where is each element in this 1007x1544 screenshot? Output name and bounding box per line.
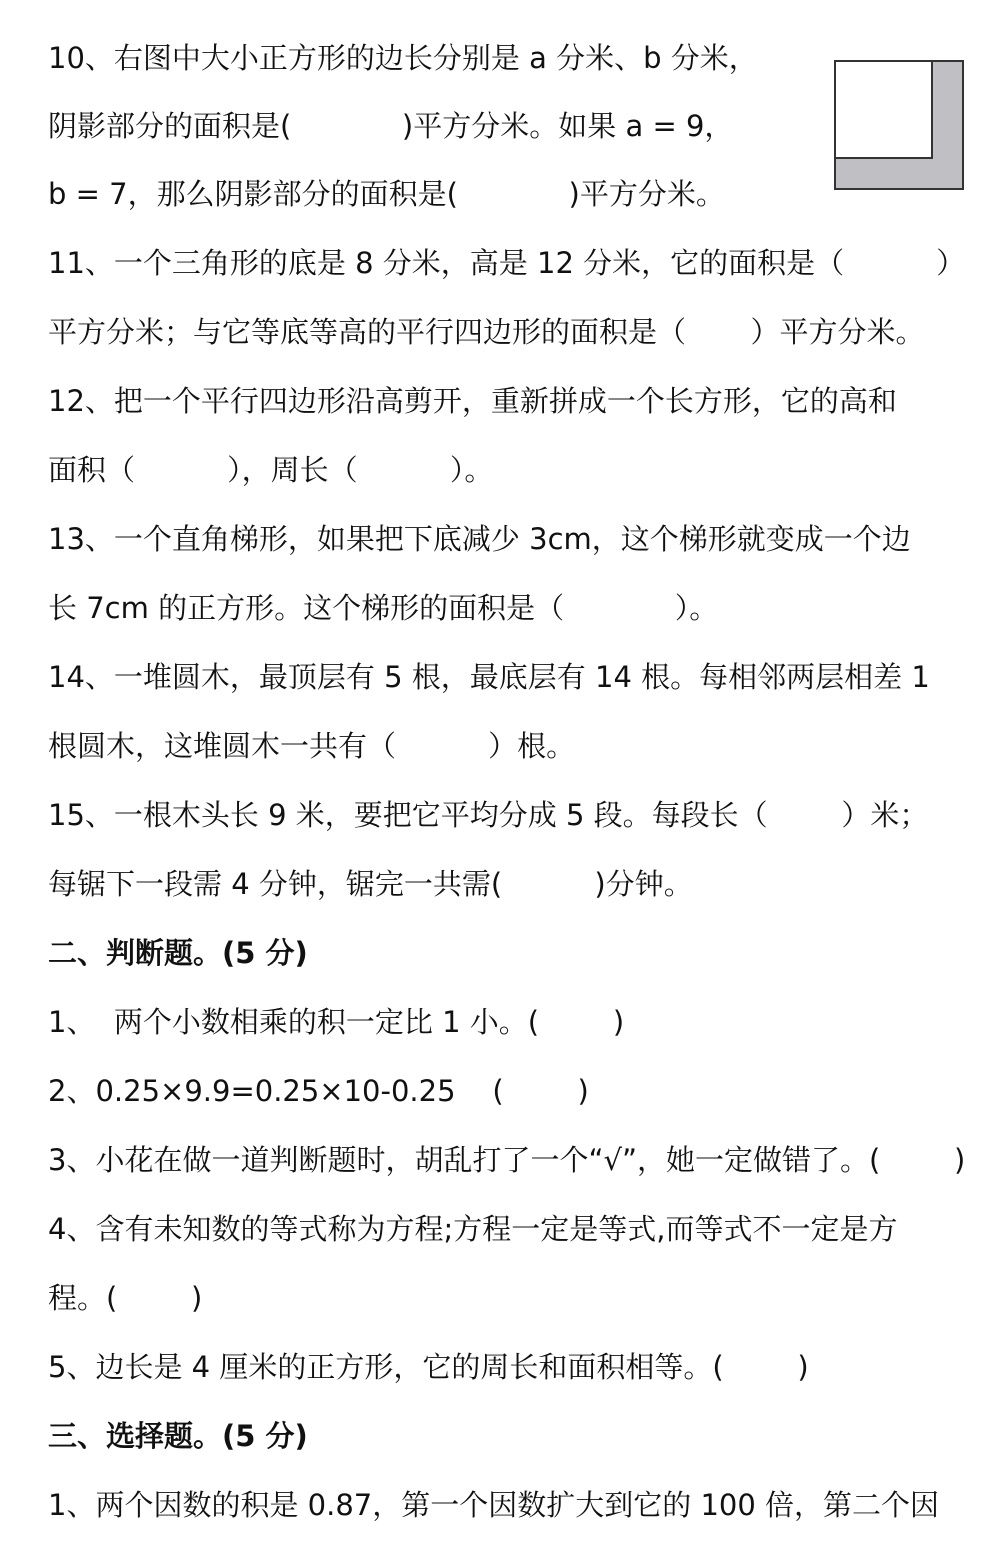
question-14-line-2: 根圆木，这堆圆木一共有（ ）根。	[48, 729, 576, 763]
question-13-line-1: 13、一个直角梯形，如果把下底减少 3cm，这个梯形就变成一个边	[48, 522, 911, 556]
question-10-line-1: 10、右图中大小正方形的边长分别是 a 分米、b 分米，	[48, 41, 758, 75]
section-heading-judgement: 二、判断题。(5 分)	[48, 936, 308, 970]
question-14-line-1: 14、一堆圆木，最顶层有 5 根，最底层有 14 根。每相邻两层相差 1	[48, 660, 930, 694]
judgement-item-5: 5、边长是 4 厘米的正方形，它的周长和面积相等。( )	[48, 1350, 809, 1384]
question-15-line-2: 每锯下一段需 4 分钟，锯完一共需( )分钟。	[48, 867, 693, 901]
nested-squares-figure	[834, 60, 964, 190]
choice-item-1: 1、两个因数的积是 0.87，第一个因数扩大到它的 100 倍，第二个因	[48, 1488, 940, 1522]
section-heading-choice: 三、选择题。(5 分)	[48, 1419, 308, 1453]
judgement-item-4-line-2: 程。( )	[48, 1281, 203, 1315]
question-11-line-1: 11、一个三角形的底是 8 分米，高是 12 分米，它的面积是（ ）	[48, 246, 966, 280]
question-12-line-1: 12、把一个平行四边形沿高剪开，重新拼成一个长方形，它的高和	[48, 384, 897, 418]
question-15-line-1: 15、一根木头长 9 米，要把它平均分成 5 段。每段长（ ）米；	[48, 798, 929, 832]
question-10-line-2: 阴影部分的面积是( )平方分米。如果 a = 9，	[48, 109, 734, 143]
question-11-line-2: 平方分米；与它等底等高的平行四边形的面积是（ ）平方分米。	[48, 315, 925, 349]
question-10-line-3: b = 7，那么阴影部分的面积是( )平方分米。	[48, 177, 725, 211]
judgement-item-4-line-1: 4、含有未知数的等式称为方程;方程一定是等式,而等式不一定是方	[48, 1212, 898, 1246]
judgement-item-1: 1、 两个小数相乘的积一定比 1 小。( )	[48, 1005, 625, 1039]
judgement-item-3: 3、小花在做一道判断题时，胡乱打了一个“√”，她一定做错了。( )	[48, 1143, 966, 1177]
question-13-line-2: 长 7cm 的正方形。这个梯形的面积是（ ）。	[48, 591, 719, 625]
question-12-line-2: 面积（ ），周长（ ）。	[48, 453, 494, 487]
judgement-item-2: 2、0.25×9.9=0.25×10-0.25 ( )	[48, 1074, 589, 1108]
small-square	[835, 61, 932, 158]
